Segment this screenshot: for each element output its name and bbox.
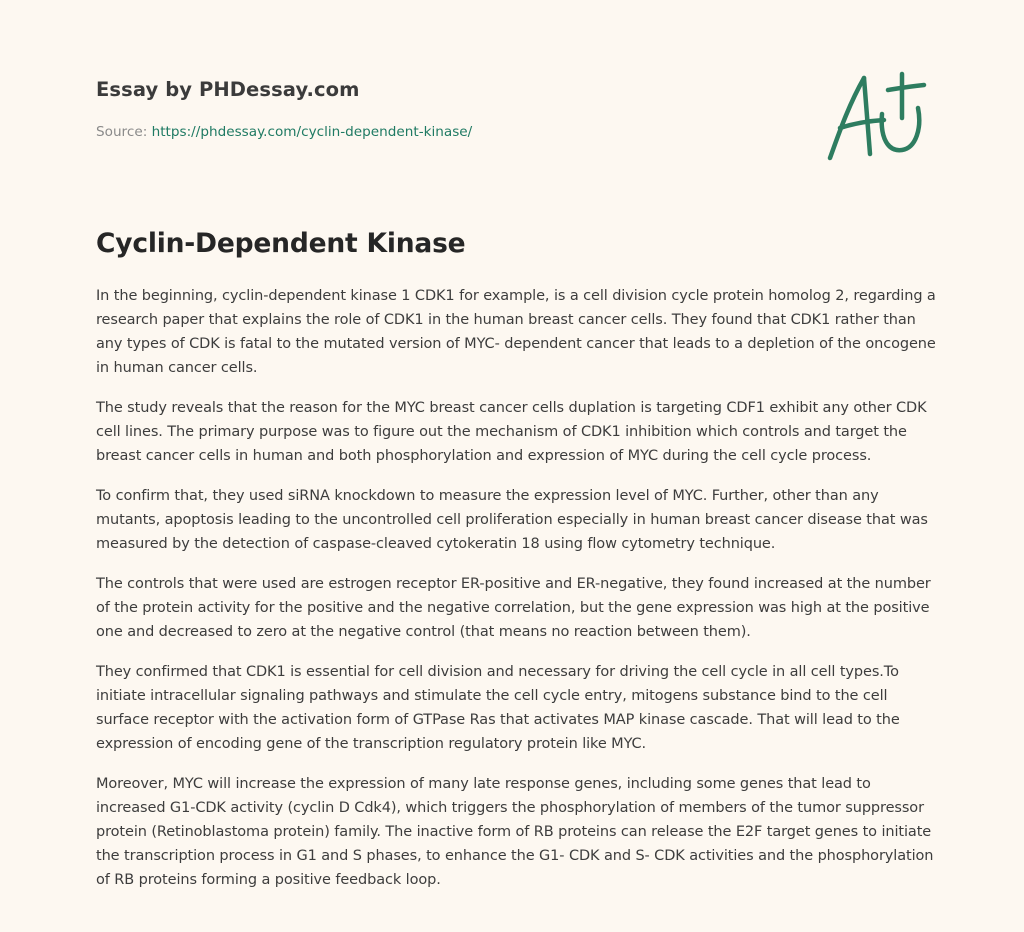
source-link[interactable]: https://phdessay.com/cyclin-dependent-kinase/ [151,124,473,140]
page-header [96,76,796,142]
a-plus-logo-icon [822,66,930,166]
paragraph: They confirmed that CDK1 is essential for cell division and necessary for driving the cell cycle in all cell types.To initiate intracellular signaling pathways and stimulate the cell cycle entry, mitogens substance bind to the cell surface receptor with the activation form of GTPase Ras that activates MAP kinase cascade. That will lead to the expression of encoding gene of the transcription regulatory protein like MYC. [96,664,900,752]
paragraph: Moreover, MYC will increase the expression of many late response genes, including some genes that lead to increased G1-CDK activity (cyclin D Cdk4), which triggers the phosphorylation of members of the tumor suppressor protein (Retinoblastoma protein) family. The inactive form of RB proteins can release the E2F target genes to initiate the transcription process in G1 and S phases, to enhance the G1- CDK and S- CDK activities and the phosphorylation of RB proteins forming a positive feedback loop. [96,776,934,888]
article-body [96,284,936,908]
source-line [96,122,796,142]
site-title: Essay by PHDessay.com [96,78,360,101]
paragraph: The study reveals that the reason for the MYC breast cancer cells duplation is targeting CDF1 exhibit any other CDK cell lines. The primary purpose was to figure out the mechanism of CDK1 inhibition which controls and target the breast cancer cells in human and both phosphorylation and expression of MYC during the cell cycle process. [96,400,927,464]
paragraph: To confirm that, they used siRNA knockdown to measure the expression level of MYC. Further, other than any mutants, apoptosis leading to the uncontrolled cell proliferation especially in human breast cancer disease that was measured by the detection of caspase-cleaved cytokeratin 18 using flow cytometry technique. [96,488,928,552]
article-title: Cyclin-Dependent Kinase [96,228,466,259]
paragraph: In the beginning, cyclin-dependent kinase 1 CDK1 for example, is a cell division cycle protein homolog 2, regarding a research paper that explains the role of CDK1 in the human breast cancer cells. They found that CDK1 rather than any types of CDK is fatal to the mutated version of MYC- dependent cancer that leads to a depletion of the oncogene in human cancer cells. [96,288,936,376]
source-label: Source: [96,124,148,140]
paragraph: The controls that were used are estrogen receptor ER-positive and ER-negative, they found increased at the number of the protein activity for the positive and the negative correlation, but the gene expression was high at the positive one and decreased to zero at the negative control (that means no reaction between them). [96,576,931,640]
